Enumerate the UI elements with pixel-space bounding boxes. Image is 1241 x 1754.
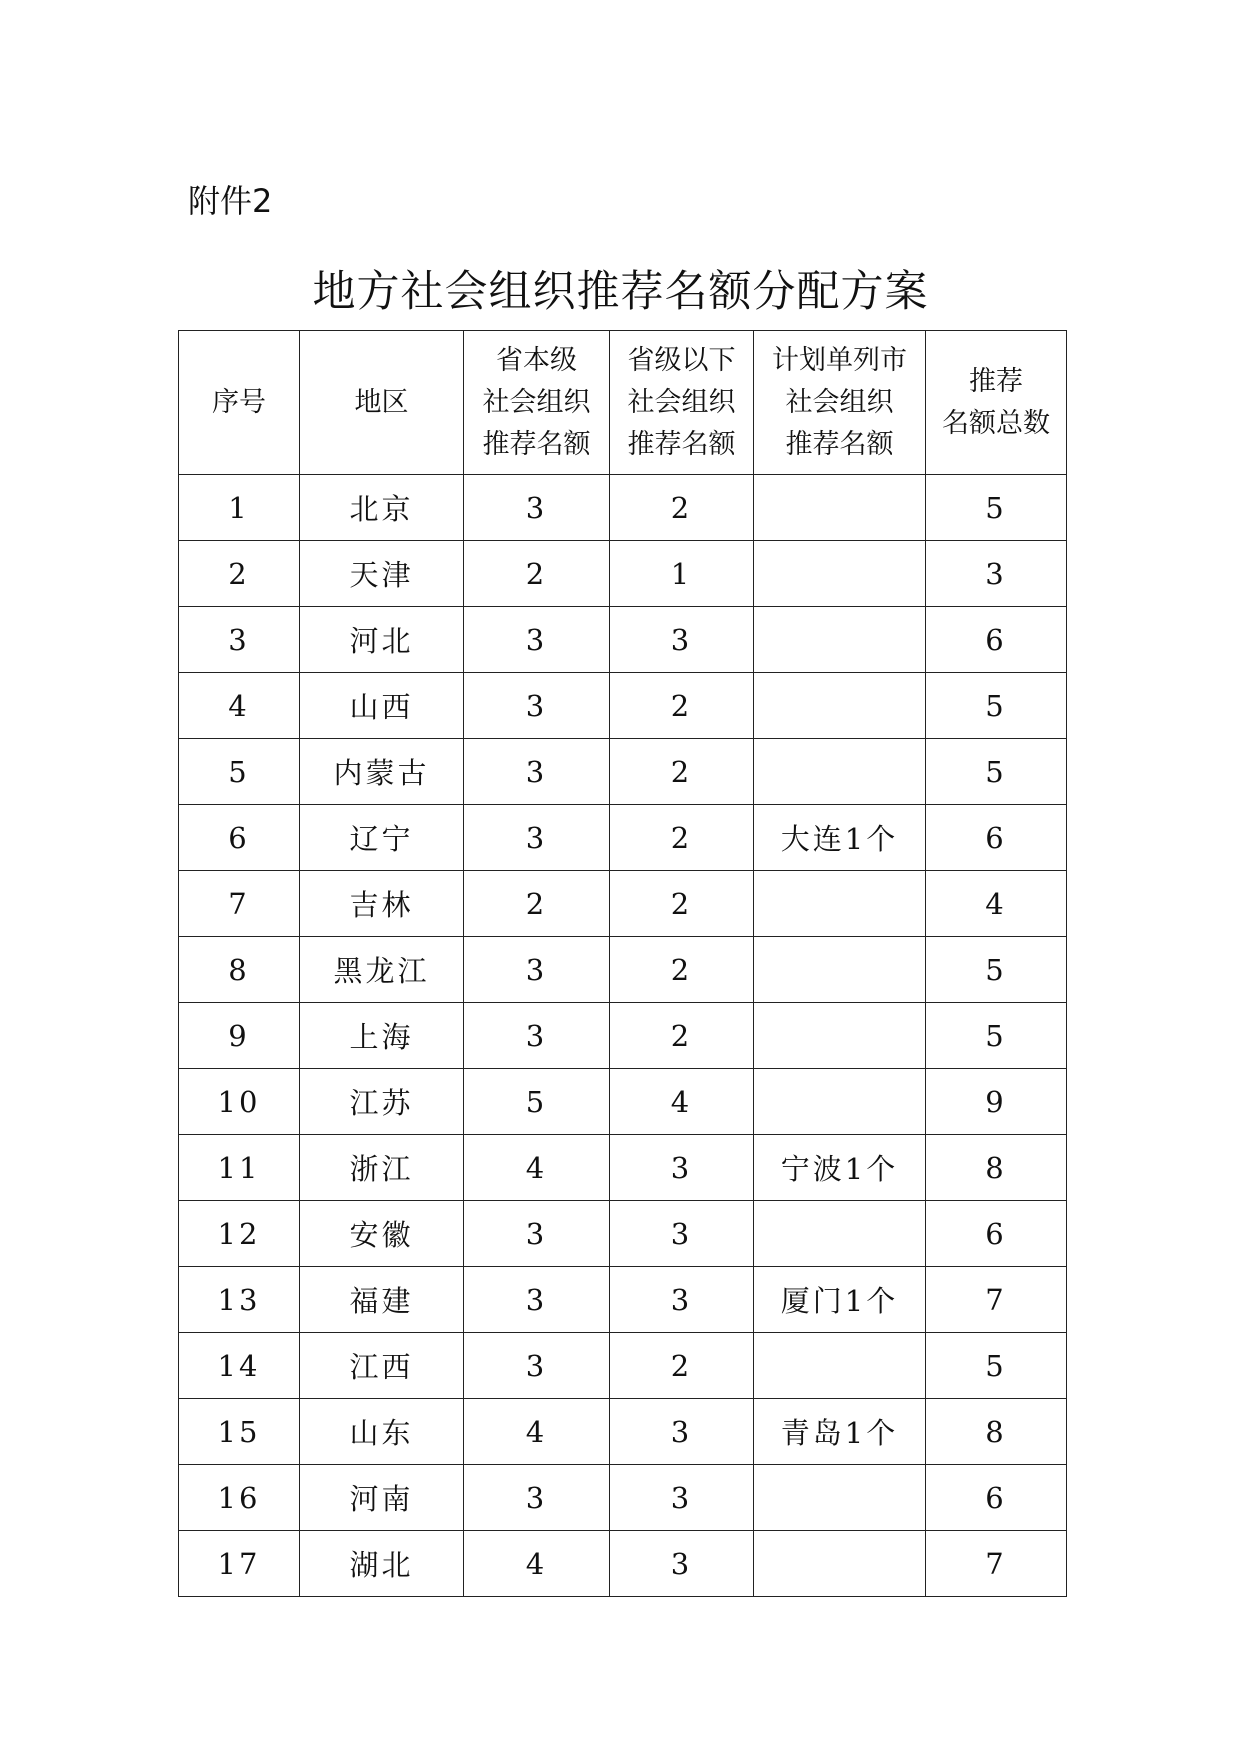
cell-index: 11 xyxy=(179,1135,300,1201)
cell-index: 15 xyxy=(179,1399,300,1465)
header-line: 推荐名额 xyxy=(627,428,736,460)
table-row xyxy=(179,739,1067,805)
cell-region: 黑龙江 xyxy=(300,937,464,1003)
cell-subprovincial-quota: 3 xyxy=(610,1399,754,1465)
cell-index: 10 xyxy=(179,1069,300,1135)
cell-index: 6 xyxy=(179,805,300,871)
cell-subprovincial-quota: 2 xyxy=(610,805,754,871)
cell-region: 吉林 xyxy=(300,871,464,937)
cell-total-quota: 5 xyxy=(926,1003,1067,1069)
cell-region: 浙江 xyxy=(300,1135,464,1201)
cell-provincial-quota: 3 xyxy=(464,1333,610,1399)
cell-total-quota: 9 xyxy=(926,1069,1067,1135)
allocation-table xyxy=(178,330,1067,1597)
cell-index: 13 xyxy=(179,1267,300,1333)
table-row xyxy=(179,541,1067,607)
cell-total-quota: 5 xyxy=(926,1333,1067,1399)
header-line: 社会组织 xyxy=(482,386,591,418)
cell-index: 4 xyxy=(179,673,300,739)
cell-subprovincial-quota: 4 xyxy=(610,1069,754,1135)
cell-total-quota: 8 xyxy=(926,1135,1067,1201)
cell-total-quota: 5 xyxy=(926,937,1067,1003)
cell-planned-city-quota xyxy=(754,937,926,1003)
cell-region: 江苏 xyxy=(300,1069,464,1135)
cell-total-quota: 8 xyxy=(926,1399,1067,1465)
cell-provincial-quota: 2 xyxy=(464,871,610,937)
table-row xyxy=(179,475,1067,541)
cell-index: 3 xyxy=(179,607,300,673)
header-line: 推荐 xyxy=(969,365,1023,397)
cell-subprovincial-quota: 2 xyxy=(610,475,754,541)
cell-region: 河南 xyxy=(300,1465,464,1531)
cell-region: 山东 xyxy=(300,1399,464,1465)
header-line: 省本级 xyxy=(496,344,577,376)
table-row xyxy=(179,607,1067,673)
cell-region: 北京 xyxy=(300,475,464,541)
cell-subprovincial-quota: 3 xyxy=(610,1201,754,1267)
cell-planned-city-quota xyxy=(754,1069,926,1135)
cell-total-quota: 5 xyxy=(926,475,1067,541)
table-row xyxy=(179,1267,1067,1333)
table-row xyxy=(179,937,1067,1003)
cell-region: 上海 xyxy=(300,1003,464,1069)
cell-region: 湖北 xyxy=(300,1531,464,1597)
cell-index: 1 xyxy=(179,475,300,541)
cell-index: 12 xyxy=(179,1201,300,1267)
cell-provincial-quota: 4 xyxy=(464,1399,610,1465)
table-row xyxy=(179,1135,1067,1201)
document-title: 地方社会组织推荐名额分配方案 xyxy=(312,267,929,317)
cell-region: 河北 xyxy=(300,607,464,673)
header-region xyxy=(300,331,464,475)
cell-total-quota: 6 xyxy=(926,607,1067,673)
cell-region: 内蒙古 xyxy=(300,739,464,805)
table-row xyxy=(179,1201,1067,1267)
cell-index: 14 xyxy=(179,1333,300,1399)
cell-subprovincial-quota: 2 xyxy=(610,1003,754,1069)
cell-planned-city-quota xyxy=(754,1201,926,1267)
table-header-row xyxy=(179,331,1067,475)
cell-region: 安徽 xyxy=(300,1201,464,1267)
cell-provincial-quota: 4 xyxy=(464,1531,610,1597)
cell-planned-city-quota xyxy=(754,871,926,937)
cell-provincial-quota: 3 xyxy=(464,475,610,541)
header-provincial-quota xyxy=(464,331,610,475)
cell-region: 江西 xyxy=(300,1333,464,1399)
cell-planned-city-quota xyxy=(754,1531,926,1597)
cell-index: 16 xyxy=(179,1465,300,1531)
cell-index: 17 xyxy=(179,1531,300,1597)
table-row xyxy=(179,1069,1067,1135)
cell-provincial-quota: 3 xyxy=(464,1465,610,1531)
cell-subprovincial-quota: 3 xyxy=(610,607,754,673)
cell-index: 8 xyxy=(179,937,300,1003)
cell-total-quota: 4 xyxy=(926,871,1067,937)
header-index xyxy=(179,331,300,475)
cell-planned-city-quota: 宁波1个 xyxy=(754,1135,926,1201)
cell-index: 5 xyxy=(179,739,300,805)
cell-index: 7 xyxy=(179,871,300,937)
cell-index: 2 xyxy=(179,541,300,607)
table-row xyxy=(179,1531,1067,1597)
header-line: 地区 xyxy=(354,386,409,418)
cell-planned-city-quota: 厦门1个 xyxy=(754,1267,926,1333)
header-total-quota xyxy=(926,331,1067,475)
cell-planned-city-quota xyxy=(754,475,926,541)
header-line: 名额总数 xyxy=(942,407,1050,439)
cell-planned-city-quota: 大连1个 xyxy=(754,805,926,871)
cell-planned-city-quota xyxy=(754,739,926,805)
table-row xyxy=(179,1399,1067,1465)
cell-total-quota: 3 xyxy=(926,541,1067,607)
cell-total-quota: 6 xyxy=(926,805,1067,871)
table-row xyxy=(179,1003,1067,1069)
table-row xyxy=(179,1465,1067,1531)
header-line: 社会组织 xyxy=(785,386,894,418)
cell-total-quota: 6 xyxy=(926,1201,1067,1267)
table-row xyxy=(179,871,1067,937)
cell-index: 9 xyxy=(179,1003,300,1069)
cell-total-quota: 5 xyxy=(926,739,1067,805)
cell-subprovincial-quota: 3 xyxy=(610,1267,754,1333)
cell-total-quota: 5 xyxy=(926,673,1067,739)
cell-region: 天津 xyxy=(300,541,464,607)
cell-region: 山西 xyxy=(300,673,464,739)
header-line: 序号 xyxy=(212,386,266,418)
cell-planned-city-quota xyxy=(754,673,926,739)
cell-subprovincial-quota: 3 xyxy=(610,1531,754,1597)
cell-planned-city-quota: 青岛1个 xyxy=(754,1399,926,1465)
cell-total-quota: 7 xyxy=(926,1267,1067,1333)
cell-total-quota: 7 xyxy=(926,1531,1067,1597)
cell-planned-city-quota xyxy=(754,607,926,673)
table-row xyxy=(179,805,1067,871)
cell-planned-city-quota xyxy=(754,1465,926,1531)
cell-provincial-quota: 4 xyxy=(464,1135,610,1201)
cell-subprovincial-quota: 2 xyxy=(610,673,754,739)
cell-region: 福建 xyxy=(300,1267,464,1333)
cell-provincial-quota: 3 xyxy=(464,937,610,1003)
table-row xyxy=(179,673,1067,739)
header-line: 推荐名额 xyxy=(785,428,894,460)
cell-provincial-quota: 3 xyxy=(464,607,610,673)
cell-planned-city-quota xyxy=(754,541,926,607)
cell-subprovincial-quota: 2 xyxy=(610,871,754,937)
cell-planned-city-quota xyxy=(754,1003,926,1069)
cell-provincial-quota: 3 xyxy=(464,673,610,739)
cell-provincial-quota: 2 xyxy=(464,541,610,607)
header-planned-city-quota xyxy=(754,331,926,475)
header-line: 省级以下 xyxy=(627,344,736,376)
cell-provincial-quota: 5 xyxy=(464,1069,610,1135)
cell-subprovincial-quota: 2 xyxy=(610,937,754,1003)
cell-subprovincial-quota: 2 xyxy=(610,1333,754,1399)
cell-subprovincial-quota: 2 xyxy=(610,739,754,805)
cell-subprovincial-quota: 3 xyxy=(610,1465,754,1531)
header-line: 社会组织 xyxy=(627,386,736,418)
cell-total-quota: 6 xyxy=(926,1465,1067,1531)
cell-provincial-quota: 3 xyxy=(464,1201,610,1267)
table-body xyxy=(179,475,1067,1597)
cell-subprovincial-quota: 1 xyxy=(610,541,754,607)
cell-planned-city-quota xyxy=(754,1333,926,1399)
cell-region: 辽宁 xyxy=(300,805,464,871)
cell-provincial-quota: 3 xyxy=(464,805,610,871)
attachment-label: 附件2 xyxy=(188,182,273,220)
cell-provincial-quota: 3 xyxy=(464,1267,610,1333)
table-row xyxy=(179,1333,1067,1399)
cell-provincial-quota: 3 xyxy=(464,739,610,805)
cell-provincial-quota: 3 xyxy=(464,1003,610,1069)
header-line: 推荐名额 xyxy=(482,428,591,460)
header-line: 计划单列市 xyxy=(772,344,907,376)
header-subprovincial-quota xyxy=(610,331,754,475)
cell-subprovincial-quota: 3 xyxy=(610,1135,754,1201)
